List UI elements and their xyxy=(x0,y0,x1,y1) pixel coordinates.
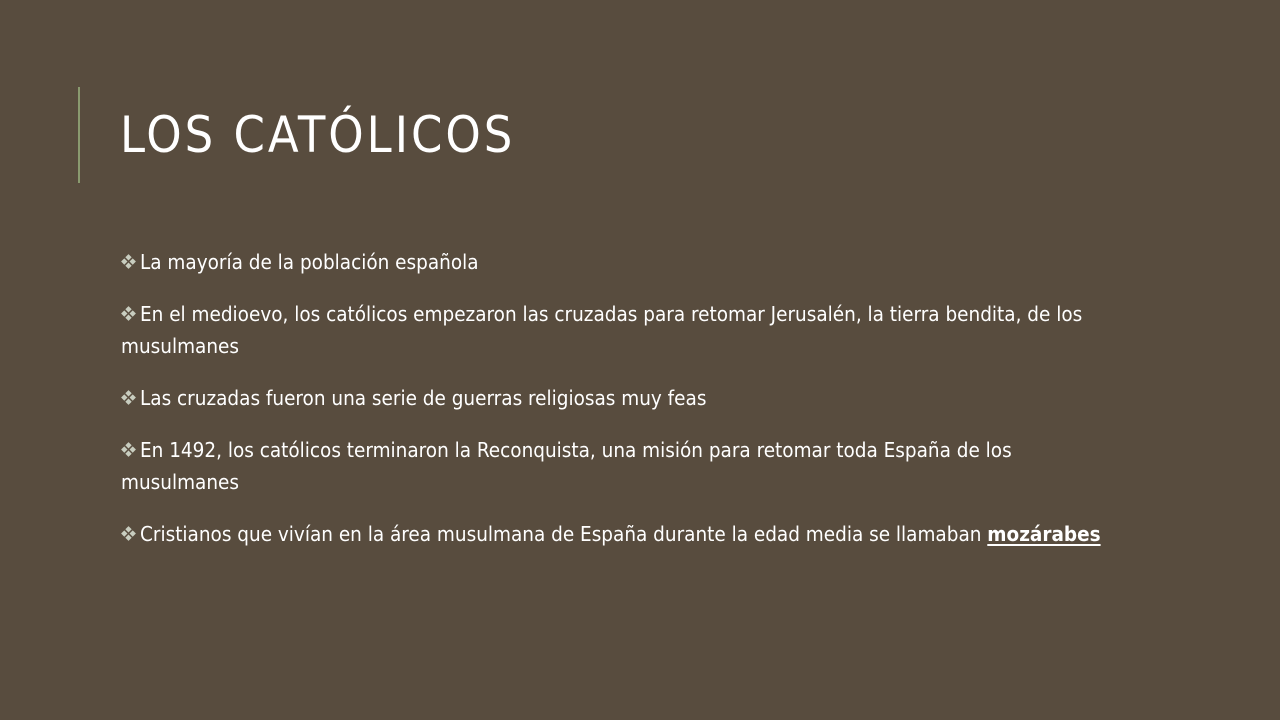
four-diamond-icon xyxy=(121,442,136,457)
bullet-text: En 1492, los católicos terminaron la Reconquista, una misión para retomar toda España de los musulmanes xyxy=(121,438,1012,494)
bullet-item xyxy=(116,246,1116,278)
four-diamond-icon xyxy=(121,254,136,269)
mozarabes-link[interactable]: mozárabes xyxy=(987,522,1101,546)
bullet-text: Las cruzadas fueron una serie de guerras religiosas muy feas xyxy=(140,386,707,410)
bullet-text: En el medioevo, los católicos empezaron las cruzadas para retomar Jerusalén, la tierra bendita, de los musulmanes xyxy=(121,302,1083,358)
bullet-item xyxy=(116,382,1116,414)
bullet-item xyxy=(116,518,1116,550)
bullet-text: La mayoría de la población española xyxy=(140,250,479,274)
four-diamond-icon xyxy=(121,390,136,405)
four-diamond-icon xyxy=(121,526,136,541)
four-diamond-icon xyxy=(121,306,136,321)
title-accent-bar xyxy=(78,87,80,183)
slide-title: LOS CATÓLICOS xyxy=(120,106,516,164)
bullet-list xyxy=(116,246,1116,570)
bullet-item xyxy=(116,434,1116,498)
bullet-text: Cristianos que vivían en la área musulmana de España durante la edad media se llamaban xyxy=(140,522,988,546)
bullet-item xyxy=(116,298,1116,362)
